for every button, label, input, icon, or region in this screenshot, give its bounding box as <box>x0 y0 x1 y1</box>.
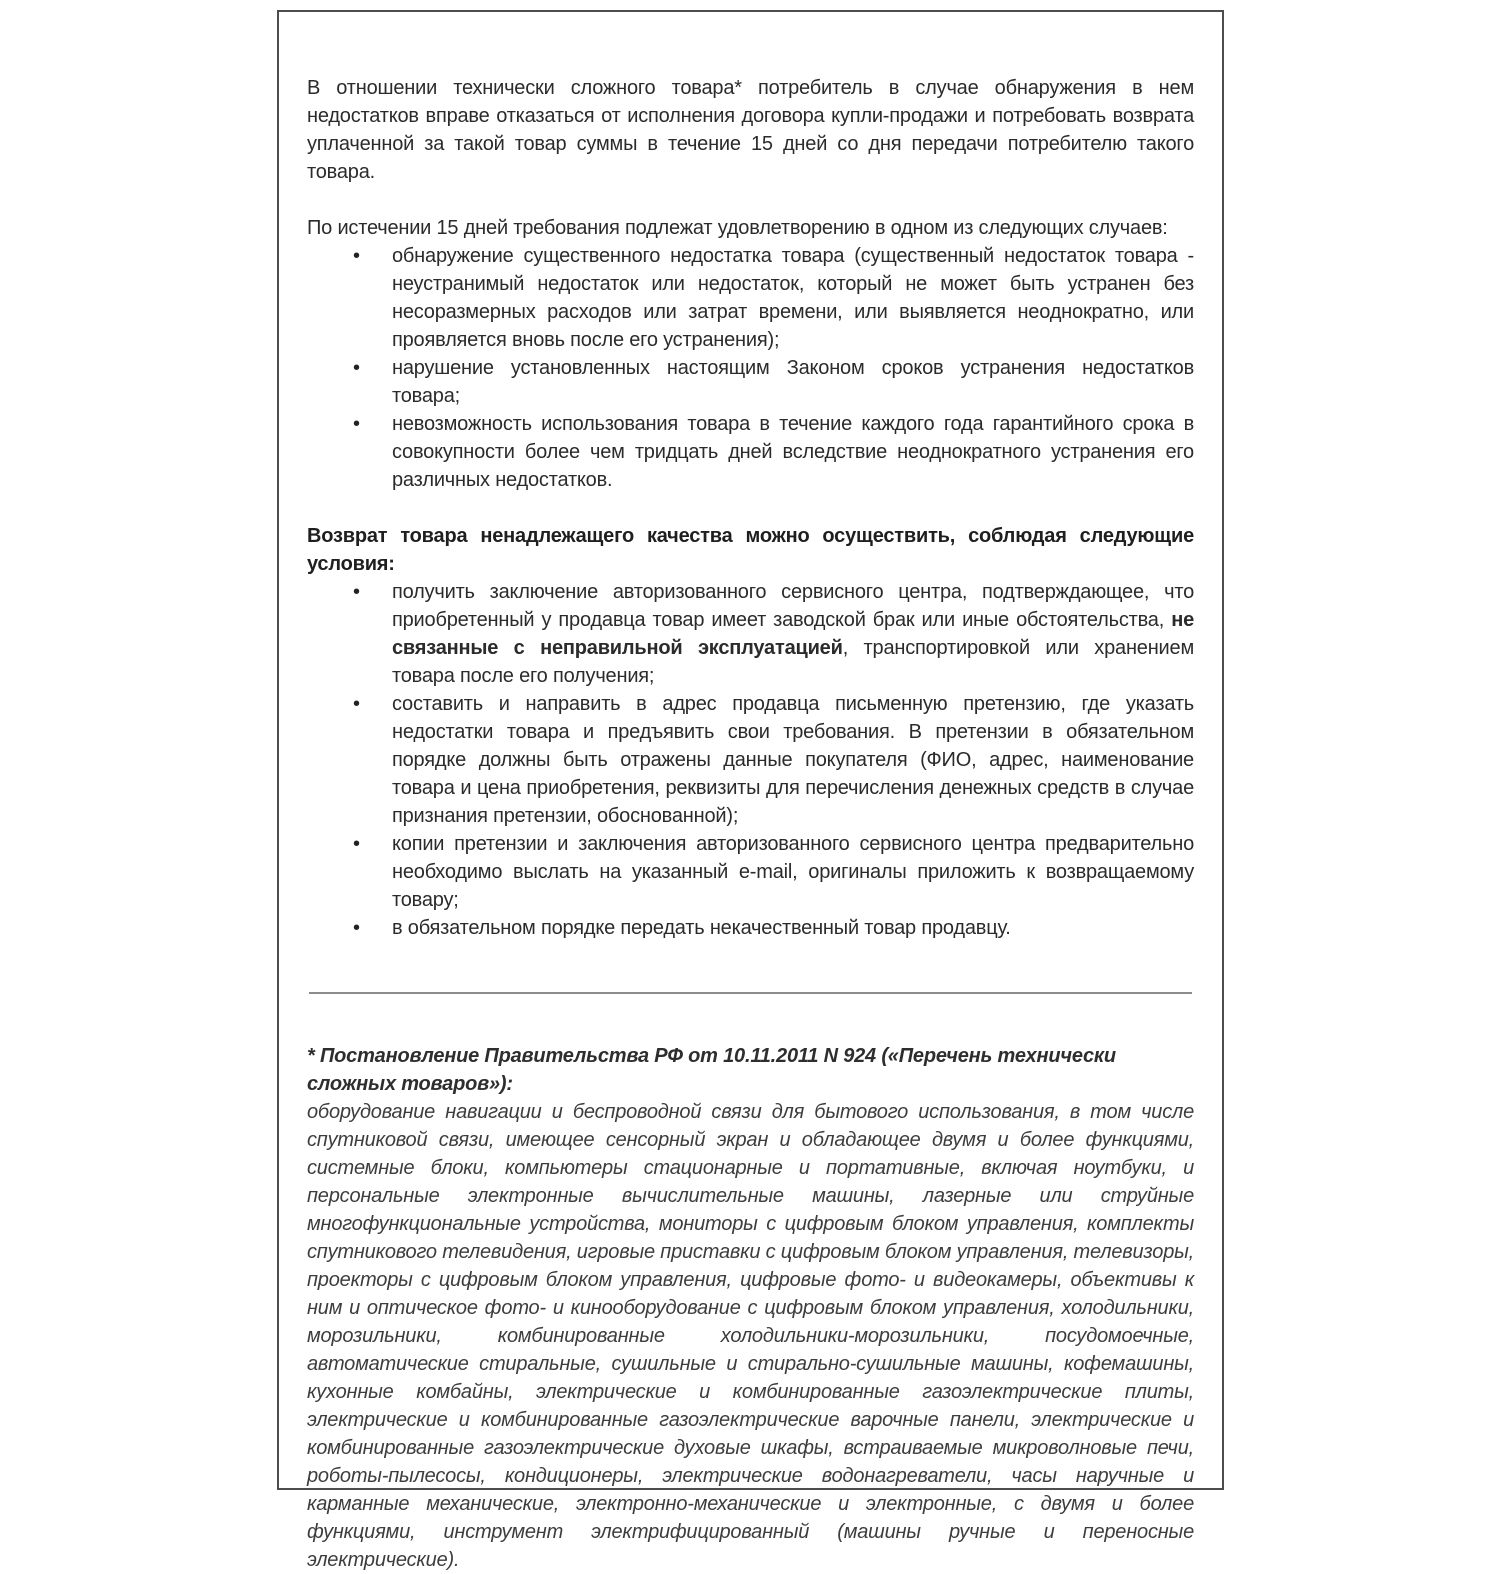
document-page <box>277 10 1224 1571</box>
footnote-title: * Постановление Правительства РФ от 10.11.2011 N 924 («Перечень технически сложных товаров»): <box>307 1045 1116 1095</box>
footnote-body: оборудование навигации и беспроводной связи для бытового использования, в том числе спутниковой связи, имеющее сенсорный экран и обладающее двумя и более функциями, системные блоки, компьютеры стационарные и портативные, включая ноутбуки, и персональные электронные вычислительные машины, лазерные или струйные многофункциональные устройства, мониторы с цифровым блоком управления, комплекты спутникового телевидения, игровые приставки с цифровым блоком управления, телевизоры, проекторы с цифровым блоком управления, цифровые фото- и видеокамеры, объективы к ним и оптическое фото- и кинооборудование с цифровым блоком управления, холодильники, морозильники, комбинированные холодильники-морозильники, посудомоечные, автоматические стиральные, сушильные и стирально-сушильные машины, кофемашины, кухонные комбайны, электрические и комбинированные газоэлектрические плиты, электрические и комбинированные газоэлектрические варочные панели, электрические и комбинированные газоэлектрические духовые шкафы, встраиваемые микроволновые печи, роботы-пылесосы, кондиционеры, электрические водонагреватели, часы наручные и карманные механические, электронно-механические и электронные, с двумя и более функциями, инструмент электрифицированный (машины ручные и переносные электрические). <box>307 1101 1195 1571</box>
after-15-days-lead: По истечении 15 дней требования подлежат удовлетворению в одном из следующих случаев: <box>307 217 1168 239</box>
list-item <box>307 914 1194 942</box>
footnote-divider <box>309 992 1192 994</box>
list-item-text: , транспортировкой или хранением товара после его получения; <box>392 637 1194 687</box>
return-conditions-heading: Возврат товара ненадлежащего качества можно осуществить, соблюдая следующие условия: <box>307 525 1194 575</box>
list-item-bold-text: не связанные с неправильной эксплуатацией <box>392 609 1194 659</box>
list-item-text: копии претензии и заключения авторизованного сервисного центра предварительно необходимо выслать на указанный e-mail, оригиналы приложить к возвращаемому товару; <box>392 833 1194 911</box>
list-item <box>307 830 1194 914</box>
list-item-text: составить и направить в адрес продавца письменную претензию, где указать недостатки товара и предъявить свои требования. В претензии в обязательном порядке должны быть отражены данные покупателя (ФИО, адрес, наименование товара и цена приобретения, реквизиты для перечисления денежных средств в случае признания претензии, обоснованной); <box>392 693 1194 827</box>
intro-paragraph: В отношении технически сложного товара* потребитель в случае обнаружения в нем недостатков вправе отказаться от исполнения договора купли-продажи и потребовать возврата уплаченной за такой товар суммы в течение 15 дней со дня передачи потребителю такого товара. <box>307 77 1194 183</box>
list-item <box>307 690 1194 830</box>
list-item <box>307 242 1194 354</box>
after-15-days-list <box>307 242 1194 494</box>
list-item <box>307 410 1194 494</box>
return-conditions-list <box>307 578 1194 942</box>
list-item-text: обнаружение существенного недостатка товара (существенный недостаток товара - неустранимый недостаток или недостаток, который не может быть устранен без несоразмерных расходов или затрат времени, или выявляется неоднократно, или проявляется вновь после его устранения); <box>392 245 1194 351</box>
list-item-text: получить заключение авторизованного сервисного центра, подтверждающее, что приобретенный у продавца товар имеет заводской брак или иные обстоятельства, <box>392 581 1194 631</box>
list-item <box>307 578 1194 690</box>
list-item <box>307 354 1194 410</box>
list-item-text: нарушение установленных настоящим Законом сроков устранения недостатков товара; <box>392 357 1194 407</box>
list-item-text: в обязательном порядке передать некачественный товар продавцу. <box>392 917 1011 939</box>
list-item-text: невозможность использования товара в течение каждого года гарантийного срока в совокупности более чем тридцать дней вследствие неоднократного устранения его различных недостатков. <box>392 413 1194 491</box>
